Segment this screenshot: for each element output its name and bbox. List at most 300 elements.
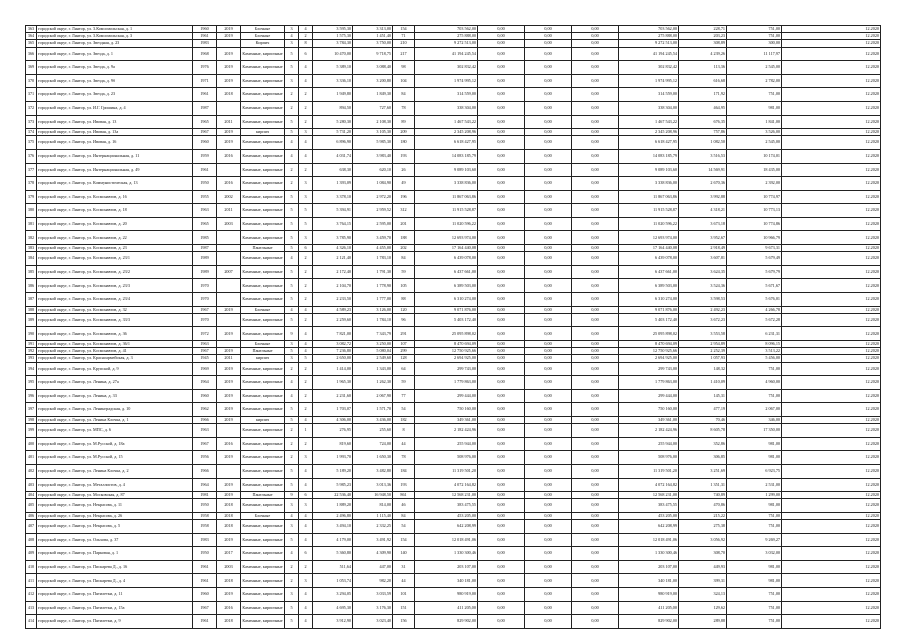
table-cell: 1971: [193, 74, 217, 88]
table-cell: 0,00: [525, 451, 572, 465]
table-cell: 0,00: [525, 293, 572, 307]
table-cell: 188: [393, 231, 415, 245]
table-row: [26, 61, 881, 75]
table-cell: 0,00: [572, 88, 619, 102]
table-cell: городской округ, г. Лянтор, ул. Московская, д. 87: [37, 492, 193, 499]
table-cell: 757,86: [679, 129, 727, 136]
table-cell: 3: [299, 451, 313, 465]
table-cell: Каменные, кирпичные: [241, 149, 285, 163]
table-cell: 6 439 078,00: [415, 252, 478, 266]
table-cell: кирпич: [241, 416, 285, 423]
table-cell: 2 345 208,96: [415, 129, 478, 136]
table-cell: 2003: [217, 217, 241, 231]
table-row: [26, 177, 881, 191]
table-cell: Каменные, кирпичные: [241, 327, 285, 341]
table-cell: 0,00: [572, 499, 619, 513]
table-cell: 1965: [193, 217, 217, 231]
table-cell: 0,00: [572, 327, 619, 341]
table-cell: Каменные, кирпичные: [241, 204, 285, 218]
table-cell: 0,00: [478, 512, 525, 519]
table-cell: 0,00: [478, 252, 525, 266]
table-cell: 84: [393, 252, 415, 266]
table-cell: 393: [26, 355, 37, 362]
table-cell: городской округ, г. Лянтор, ул. М.Русской, д. 18а: [37, 437, 193, 451]
table-cell: 2018: [217, 512, 241, 519]
table-cell: 0,00: [478, 389, 525, 403]
table-cell: 0,00: [478, 293, 525, 307]
table-cell: 0,00: [525, 101, 572, 115]
table-cell: 1967: [193, 348, 217, 355]
table-cell: 0,00: [572, 492, 619, 499]
table-cell: 829 902,00: [619, 615, 679, 629]
table-cell: 10 773,13: [727, 204, 782, 218]
table-cell: [217, 163, 241, 177]
table-cell: 275 888,00: [619, 33, 679, 40]
table-cell: 2: [299, 101, 313, 115]
table-row: [26, 437, 881, 451]
table-row: [26, 492, 881, 499]
table-cell: 7 343,79: [353, 327, 393, 341]
table-cell: 0,00: [478, 355, 525, 362]
table-row: [26, 424, 881, 438]
table-cell: 12.2020: [782, 327, 881, 341]
table-cell: 751,00: [727, 512, 782, 519]
table-cell: 2 545,00: [727, 61, 782, 75]
table-cell: 0,00: [572, 217, 619, 231]
table-row: [26, 47, 881, 61]
table-cell: 41 194 245,54: [619, 47, 679, 61]
table-cell: 3 598,53: [679, 293, 727, 307]
table-cell: 196: [393, 190, 415, 204]
table-cell: 2 345 208,96: [619, 129, 679, 136]
table-cell: 0,00: [478, 437, 525, 451]
table-cell: 0,00: [572, 265, 619, 279]
table-cell: 1: [299, 424, 313, 438]
table-cell: 453 205,00: [619, 512, 679, 519]
table-cell: 0,00: [478, 403, 525, 417]
table-cell: 4: [285, 389, 299, 403]
table-cell: 129,62: [679, 601, 727, 615]
table-cell: 0,00: [572, 293, 619, 307]
table-cell: 1964: [193, 478, 217, 492]
table-cell: 215,22: [679, 512, 727, 519]
table-cell: 1955: [193, 190, 217, 204]
table-cell: 5: [285, 403, 299, 417]
table-cell: городской округ, г. Лянтор, ул. Ленина, д. 27а: [37, 376, 193, 390]
table-cell: 4 960,00: [727, 376, 782, 390]
table-cell: 1 849,30: [353, 88, 393, 102]
table-cell: 0,00: [525, 245, 572, 252]
table-cell: 2: [285, 88, 299, 102]
table-cell: Панельные: [241, 492, 285, 499]
table-cell: 1 393,09: [313, 177, 353, 191]
table-cell: 4: [299, 341, 313, 348]
table-cell: 382: [26, 231, 37, 245]
table-cell: 1985: [193, 231, 217, 245]
table-cell: 0,00: [525, 348, 572, 355]
table-cell: 0,00: [572, 163, 619, 177]
table-cell: 5: [299, 217, 313, 231]
table-cell: 105: [393, 279, 415, 293]
table-cell: 3: [285, 520, 299, 534]
table-cell: 0,00: [525, 33, 572, 40]
table-cell: 374: [26, 129, 37, 136]
table-cell: Каменные, кирпичные: [241, 74, 285, 88]
table-cell: 2 067,90: [353, 389, 393, 403]
table-cell: 12.2020: [782, 533, 881, 547]
table-cell: 4: [299, 348, 313, 355]
table-cell: 981,00: [727, 451, 782, 465]
table-cell: 981,00: [727, 437, 782, 451]
table-cell: 0,00: [572, 437, 619, 451]
table-cell: 2002: [217, 190, 241, 204]
table-cell: 12 568 231,00: [415, 492, 478, 499]
table-cell: 0,00: [478, 177, 525, 191]
table-cell: 0,00: [478, 499, 525, 513]
table-cell: 1966: [193, 464, 217, 478]
table-cell: 2: [285, 424, 299, 438]
table-cell: 5: [299, 355, 313, 362]
table-row: [26, 348, 881, 355]
table-cell: 338 304,00: [415, 101, 478, 115]
table-cell: городской округ, г. Лянтор, ул. Космонавтов, д. 22: [37, 231, 193, 245]
table-cell: 1 414,00: [313, 362, 353, 376]
table-cell: 395: [26, 376, 37, 390]
table-cell: 1964: [193, 376, 217, 390]
table-cell: 12 018 491,06: [415, 533, 478, 547]
table-cell: 0,00: [525, 61, 572, 75]
table-cell: 1 299,00: [727, 492, 782, 499]
table-cell: городской округ, г. Лянтор, ул. Интернациональная, д. 11: [37, 149, 193, 163]
table-cell: 0,00: [572, 245, 619, 252]
table-cell: 6 896,90: [313, 136, 353, 150]
table-cell: 0,00: [478, 348, 525, 355]
table-cell: 8 470 694,09: [619, 341, 679, 348]
table-cell: 642 208,99: [619, 520, 679, 534]
table-cell: 0,00: [478, 61, 525, 75]
table-cell: 3 105,30: [353, 129, 393, 136]
table-cell: 8 096,15: [727, 341, 782, 348]
table-cell: 0,00: [478, 376, 525, 390]
table-cell: 12.2020: [782, 40, 881, 47]
table-cell: [217, 252, 241, 266]
table-cell: 751,00: [727, 588, 782, 602]
table-cell: 1 343,00: [353, 362, 393, 376]
table-cell: 373: [26, 115, 37, 129]
table-cell: 12.2020: [782, 437, 881, 451]
table-cell: 380: [26, 204, 37, 218]
table-cell: 1 783,10: [353, 252, 393, 266]
table-cell: 2019: [217, 451, 241, 465]
table-cell: 12.2020: [782, 389, 881, 403]
table-cell: 4: [299, 327, 313, 341]
table-cell: 1961: [193, 163, 217, 177]
table-cell: 3 294,05: [313, 588, 353, 602]
table-cell: Каменные, кирпичные: [241, 520, 285, 534]
table-cell: кирпич: [241, 129, 285, 136]
table-cell: 1 057,93: [679, 355, 727, 362]
table-cell: 2019: [217, 129, 241, 136]
table-cell: 1 351,31: [679, 478, 727, 492]
table-cell: Каменные, кирпичные: [241, 574, 285, 588]
table-cell: 0,00: [478, 327, 525, 341]
table-cell: 25 095 898,02: [619, 327, 679, 341]
table-row: [26, 355, 881, 362]
table-cell: 0,00: [572, 33, 619, 40]
table-row: [26, 115, 881, 129]
table-cell: 5: [285, 204, 299, 218]
table-cell: городской округ, г. Лянтор, ул. Ленина Клочка, д. 1: [37, 416, 193, 423]
table-cell: 2: [299, 313, 313, 327]
table-cell: 7 821,00: [313, 327, 353, 341]
table-cell: 154: [393, 26, 415, 33]
table-cell: 4: [299, 136, 313, 150]
table-cell: 0,00: [525, 492, 572, 499]
table-cell: 12.2020: [782, 306, 881, 313]
table-cell: 6 618 427,95: [619, 136, 679, 150]
table-cell: 0,00: [525, 204, 572, 218]
table-row: [26, 231, 881, 245]
table-cell: 1958: [193, 520, 217, 534]
table-cell: 289,88: [679, 615, 727, 629]
table-cell: городской округ, г. Лянтор, ул. Некрасова, д. 26: [37, 512, 193, 519]
table-cell: 71: [393, 33, 415, 40]
table-cell: 12.2020: [782, 265, 881, 279]
table-cell: 0,00: [478, 362, 525, 376]
table-cell: Каменные, кирпичные: [241, 190, 285, 204]
table-cell: городской округ, г. Лянтор, ул. Звездная, д. 23: [37, 40, 193, 47]
table-cell: Каменные, кирпичные: [241, 163, 285, 177]
table-cell: 6 618 427,95: [415, 136, 478, 150]
table-cell: 6: [299, 492, 313, 499]
table-cell: 5 456,00: [727, 355, 782, 362]
table-cell: 3: [285, 355, 299, 362]
table-cell: 2019: [217, 136, 241, 150]
table-cell: 0,00: [478, 26, 525, 33]
table-cell: 3 088,40: [353, 61, 393, 75]
table-cell: 12.2020: [782, 33, 881, 40]
table-cell: 3: [299, 129, 313, 136]
table-cell: 64: [393, 362, 415, 376]
table-cell: 464,95: [679, 101, 727, 115]
table-cell: 3: [285, 499, 299, 513]
table-cell: 5: [285, 615, 299, 629]
table-cell: 453 205,00: [415, 512, 478, 519]
table-cell: 203 107,00: [619, 560, 679, 574]
table-cell: городской округ, г. Лянтор, ул. МПС, д. 6: [37, 424, 193, 438]
table-cell: 12.2020: [782, 26, 881, 33]
table-cell: 5: [285, 416, 299, 423]
table-cell: 12.2020: [782, 190, 881, 204]
table-cell: Каменные, кирпичные: [241, 547, 285, 561]
table-cell: 1 993,70: [313, 451, 353, 465]
table-cell: 12.2020: [782, 403, 881, 417]
table-cell: 5: [285, 279, 299, 293]
table-cell: 12.2020: [782, 252, 881, 266]
table-row: [26, 560, 881, 574]
table-cell: 276,95: [313, 424, 353, 438]
table-cell: городской округ, г. Лянтор, ул. Космонавтов, д. 23/4: [37, 293, 193, 307]
table-cell: Каменные, кирпичные: [241, 217, 285, 231]
table-cell: 6: [299, 547, 313, 561]
table-cell: 120: [393, 306, 415, 313]
table-cell: 1963: [193, 204, 217, 218]
table-cell: [217, 424, 241, 438]
table-cell: 2019: [217, 588, 241, 602]
table-cell: 3 992,88: [679, 190, 727, 204]
table-cell: 1966: [193, 416, 217, 423]
table-cell: 676,35: [679, 115, 727, 129]
table-cell: 2019: [217, 533, 241, 547]
table-cell: 4 239,26: [679, 47, 727, 61]
table-cell: 4: [299, 601, 313, 615]
table-cell: 981,00: [727, 499, 782, 513]
table-cell: 2019: [217, 26, 241, 33]
table-cell: городской округ, г. Лянтор, ул. Космонавтов, д. 32: [37, 306, 193, 313]
table-cell: 3 313,00: [353, 26, 393, 33]
table-cell: 11 020 596,22: [619, 217, 679, 231]
table-cell: 2 531,00: [727, 478, 782, 492]
table-cell: 5: [299, 204, 313, 218]
table-cell: 3 526,00: [727, 129, 782, 136]
table-cell: 0,00: [525, 47, 572, 61]
table-cell: 4: [285, 149, 299, 163]
table-cell: 2 959,52: [353, 204, 393, 218]
table-cell: 751,00: [727, 33, 782, 40]
table-cell: 12 568 231,00: [619, 492, 679, 499]
table-cell: 5: [285, 47, 299, 61]
table-cell: 402: [26, 464, 37, 478]
table-cell: 0,00: [478, 163, 525, 177]
table-cell: 12.2020: [782, 47, 881, 61]
table-cell: 14 083 185,79: [619, 149, 679, 163]
table-cell: 2016: [217, 437, 241, 451]
table-cell: 372: [26, 101, 37, 115]
table-cell: 861: [393, 492, 415, 499]
table-cell: 0,00: [572, 279, 619, 293]
table-cell: 9 272 513,00: [415, 40, 478, 47]
table-row: [26, 574, 881, 588]
table-cell: 0,00: [525, 362, 572, 376]
table-cell: 0,00: [525, 547, 572, 561]
table-cell: 3 784,30: [313, 40, 353, 47]
table-cell: 411 205,00: [415, 601, 478, 615]
table-cell: 2: [299, 376, 313, 390]
table-cell: 140: [393, 547, 415, 561]
table-cell: 0,00: [572, 362, 619, 376]
table-cell: 0,00: [478, 601, 525, 615]
table-cell: 3 672,23: [679, 313, 727, 327]
table-cell: [217, 245, 241, 252]
table-row: [26, 416, 881, 423]
table-cell: 0,00: [572, 615, 619, 629]
table-cell: 2019: [217, 416, 241, 423]
table-cell: 1970: [193, 313, 217, 327]
table-cell: 255 944,00: [415, 437, 478, 451]
table-cell: 12.2020: [782, 424, 881, 438]
table-cell: 2018: [217, 615, 241, 629]
table-cell: 4 695,30: [313, 601, 353, 615]
table-cell: городской округ, г. Лянтор, ул. Космонавтов, д. 20: [37, 217, 193, 231]
table-cell: 980 919,00: [619, 588, 679, 602]
table-cell: 12.2020: [782, 348, 881, 355]
table-cell: 2 259,60: [313, 313, 353, 327]
table-cell: 148,32: [679, 362, 727, 376]
table-cell: 4 326,10: [313, 245, 353, 252]
table-cell: 2016: [217, 177, 241, 191]
table-cell: 2 332,25: [353, 520, 393, 534]
table-cell: 59: [393, 376, 415, 390]
table-cell: 5 394,91: [313, 204, 353, 218]
table-cell: 2019: [217, 327, 241, 341]
table-cell: городской округ, г. Лянтор, ул. Некрасова, д. 5: [37, 520, 193, 534]
table-cell: 5: [285, 293, 299, 307]
table-cell: Каменные, кирпичные: [241, 279, 285, 293]
table-cell: 5: [285, 533, 299, 547]
table-cell: 0,00: [478, 217, 525, 231]
table-cell: 508 976,00: [619, 451, 679, 465]
table-cell: 3 764,15: [313, 217, 353, 231]
table-cell: Каменные, кирпичные: [241, 533, 285, 547]
table-cell: 4: [285, 136, 299, 150]
table-cell: 5 403 172,40: [415, 313, 478, 327]
table-cell: 0,00: [572, 101, 619, 115]
table-cell: 2: [299, 115, 313, 129]
table-cell: 386: [26, 279, 37, 293]
table-cell: Каменные, кирпичные: [241, 464, 285, 478]
table-cell: [217, 464, 241, 478]
table-cell: 0,00: [572, 231, 619, 245]
table-cell: 6 389 503,00: [415, 279, 478, 293]
table-cell: городской округ, г. Лянтор, ул. Космонавтов, д. 36: [37, 327, 193, 341]
table-cell: 0,00: [525, 478, 572, 492]
table-cell: 0,00: [525, 403, 572, 417]
table-cell: 0,00: [572, 306, 619, 313]
table-row: [26, 499, 881, 513]
table-cell: 0,00: [525, 279, 572, 293]
table-cell: 6: [299, 47, 313, 61]
table-cell: городской округ, г. Лянтор, ул. 3.Комсомольская, д. 1: [37, 26, 193, 33]
table-cell: 0,00: [478, 560, 525, 574]
table-cell: Каменные, кирпичные: [241, 615, 285, 629]
table-cell: 829 902,00: [415, 615, 478, 629]
table-cell: 407: [26, 520, 37, 534]
table-cell: 9 673,31: [727, 245, 782, 252]
table-cell: 3 378,10: [313, 190, 353, 204]
table-cell: 0,00: [525, 574, 572, 588]
table-cell: 5 985,23: [313, 478, 353, 492]
table-cell: 2 545,00: [727, 136, 782, 150]
table-cell: 54: [393, 520, 415, 534]
table-cell: 26: [393, 163, 415, 177]
table-cell: 5: [285, 245, 299, 252]
table-cell: 981,00: [727, 560, 782, 574]
table-cell: 3 524,36: [679, 279, 727, 293]
table-cell: 1969: [193, 362, 217, 376]
table-cell: 3 516,53: [679, 149, 727, 163]
table-cell: 12.2020: [782, 499, 881, 513]
table-cell: 371: [26, 88, 37, 102]
table-cell: 411: [26, 574, 37, 588]
table-cell: 703 562,00: [619, 26, 679, 33]
table-cell: 302 832,42: [415, 61, 478, 75]
table-cell: городской округ, г. Лянтор, ул. Космонавтов, д. 16: [37, 190, 193, 204]
table-cell: Каменные, кирпичные: [241, 136, 285, 150]
table-row: [26, 451, 881, 465]
table-cell: 5: [285, 464, 299, 478]
table-cell: 414: [26, 615, 37, 629]
table-cell: 0,00: [478, 451, 525, 465]
